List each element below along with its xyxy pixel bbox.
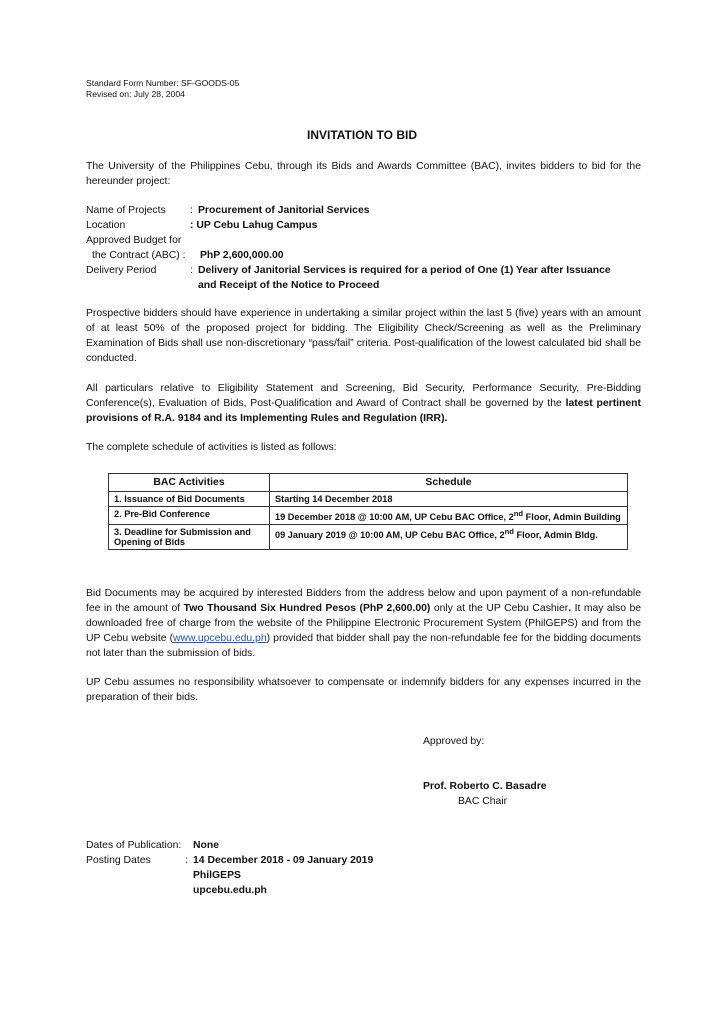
schedule-text: Floor, Admin Building: [523, 512, 621, 523]
posting-dates-sep: :: [185, 855, 188, 866]
posting-venue-website: upcebu.edu.ph: [193, 885, 267, 896]
form-number: Standard Form Number: SF-GOODS-05: [86, 78, 240, 88]
publication-dates-label: Dates of Publication:: [86, 840, 182, 851]
activity-cell: 2. Pre-Bid Conference: [109, 507, 270, 525]
delivery-period-sep: :: [190, 265, 193, 276]
particulars-text: All particulars relative to Eligibility Statement and Screening, Bid Security, Performance Security, Pre-Bidding Conference(s), Evaluation of Bids, Post-Qualification and Award of Contract shall be governed by the: [86, 383, 641, 409]
schedule-text: Floor, Admin Bldg.: [513, 530, 598, 541]
particulars-paragraph: [86, 381, 641, 426]
fee-amount: Two Thousand Six Hundred Pesos (PhP 2,600.00): [183, 603, 431, 614]
header-bac-activities: BAC Activities: [109, 474, 270, 492]
schedule-text: 19 December 2018 @ 10:00 AM, UP Cebu BAC Office, 2: [275, 512, 514, 523]
experience-paragraph: Prospective bidders should have experience in undertaking a similar project within the last 5 (five) years with an amount of at least 50% of the proposed project for bidding. The Eligibility Check/Screening as well as the Preliminary Examination of Bids shall use non-discretionary “pass/fail” criteria. Post-qualification of the lowest calculated bid shall be conducted.: [86, 308, 641, 364]
abc-label-line1: Approved Budget for: [86, 235, 182, 246]
schedule-cell: [270, 525, 628, 550]
documents-text: only at the UP Cebu Cashier: [430, 603, 569, 614]
page-title: INVITATION TO BID: [307, 128, 417, 142]
table-row: [109, 492, 628, 507]
project-name-sep: :: [190, 205, 193, 216]
documents-text: It may also be downloaded free of charge from the website of the Philippine Electronic Procurement System (PhilGEPS) and from the UP Cebu website (: [86, 603, 642, 644]
ordinal-suffix: nd: [504, 527, 514, 537]
schedule-cell: Starting 14 December 2018: [270, 492, 628, 507]
header-schedule: Schedule: [270, 474, 628, 492]
documents-text: ) provided that bidder shall pay the non-refundable fee for the bidding documents not later than the submission of bids.: [86, 633, 641, 659]
location-label: Location: [86, 220, 126, 231]
ordinal-suffix: nd: [513, 509, 524, 518]
schedule-intro: The complete schedule of activities is listed as follows:: [86, 442, 337, 453]
disclaimer-paragraph: UP Cebu assumes no responsibility whatsoever to compensate or indemnify bidders for any expenses incurred in the preparation of their bids.: [86, 677, 641, 703]
abc-value: PhP 2,600,000.00: [200, 250, 284, 261]
project-name-label: Name of Projects: [86, 205, 166, 216]
delivery-period-value-line2: and Receipt of the Notice to Proceed: [198, 280, 380, 291]
table-row: [109, 525, 628, 550]
documents-period: .: [568, 603, 572, 614]
project-details: [86, 203, 646, 293]
documents-text: Bid Documents may be acquired by interested Bidders from the address below and upon payment of a non-refundable fee in the amount of: [86, 588, 641, 614]
schedule-cell: [270, 507, 628, 525]
form-revised: Revised on: July 28, 2004: [86, 89, 185, 99]
schedule-header-row: [109, 474, 628, 492]
form-header: [86, 78, 239, 100]
delivery-period-label: Delivery Period: [86, 265, 157, 276]
location-value: : UP Cebu Lahug Campus: [190, 220, 318, 231]
posting-dates-value: 14 December 2018 - 09 January 2019: [193, 855, 374, 866]
documents-paragraph: [86, 586, 641, 661]
approved-by-label: Approved by:: [423, 736, 485, 747]
schedule-text: 09 January 2019 @ 10:00 AM, UP Cebu BAC Office, 2: [275, 530, 505, 541]
delivery-period-value-line1: Delivery of Janitorial Services is required for a period of One (1) Year after Issuance: [198, 265, 611, 276]
activity-cell: 1. Issuance of Bid Documents: [109, 492, 270, 507]
table-row: [109, 507, 628, 525]
abc-label-line2: the Contract (ABC) :: [92, 250, 186, 261]
activity-cell: 3. Deadline for Submission and Opening of Bids: [109, 525, 270, 550]
signatory-title: BAC Chair: [458, 796, 508, 807]
project-name-value: Procurement of Janitorial Services: [198, 205, 370, 216]
publication-dates-value: None: [193, 840, 219, 851]
publication-details: [86, 838, 486, 900]
posting-dates-label: Posting Dates: [86, 855, 151, 866]
posting-venue-philgeps: PhilGEPS: [193, 870, 241, 881]
intro-paragraph: The University of the Philippines Cebu, through its Bids and Awards Committee (BAC), invites bidders to bid for the hereunder project:: [86, 161, 641, 187]
upcebu-website-link[interactable]: www.upcebu.edu.ph: [173, 633, 267, 644]
particulars-bold: latest pertinent provisions of R.A. 9184 and its Implementing Rules and Regulation (IRR).: [86, 398, 641, 424]
schedule-table: [108, 473, 628, 550]
signatory-name: Prof. Roberto C. Basadre: [423, 781, 547, 792]
